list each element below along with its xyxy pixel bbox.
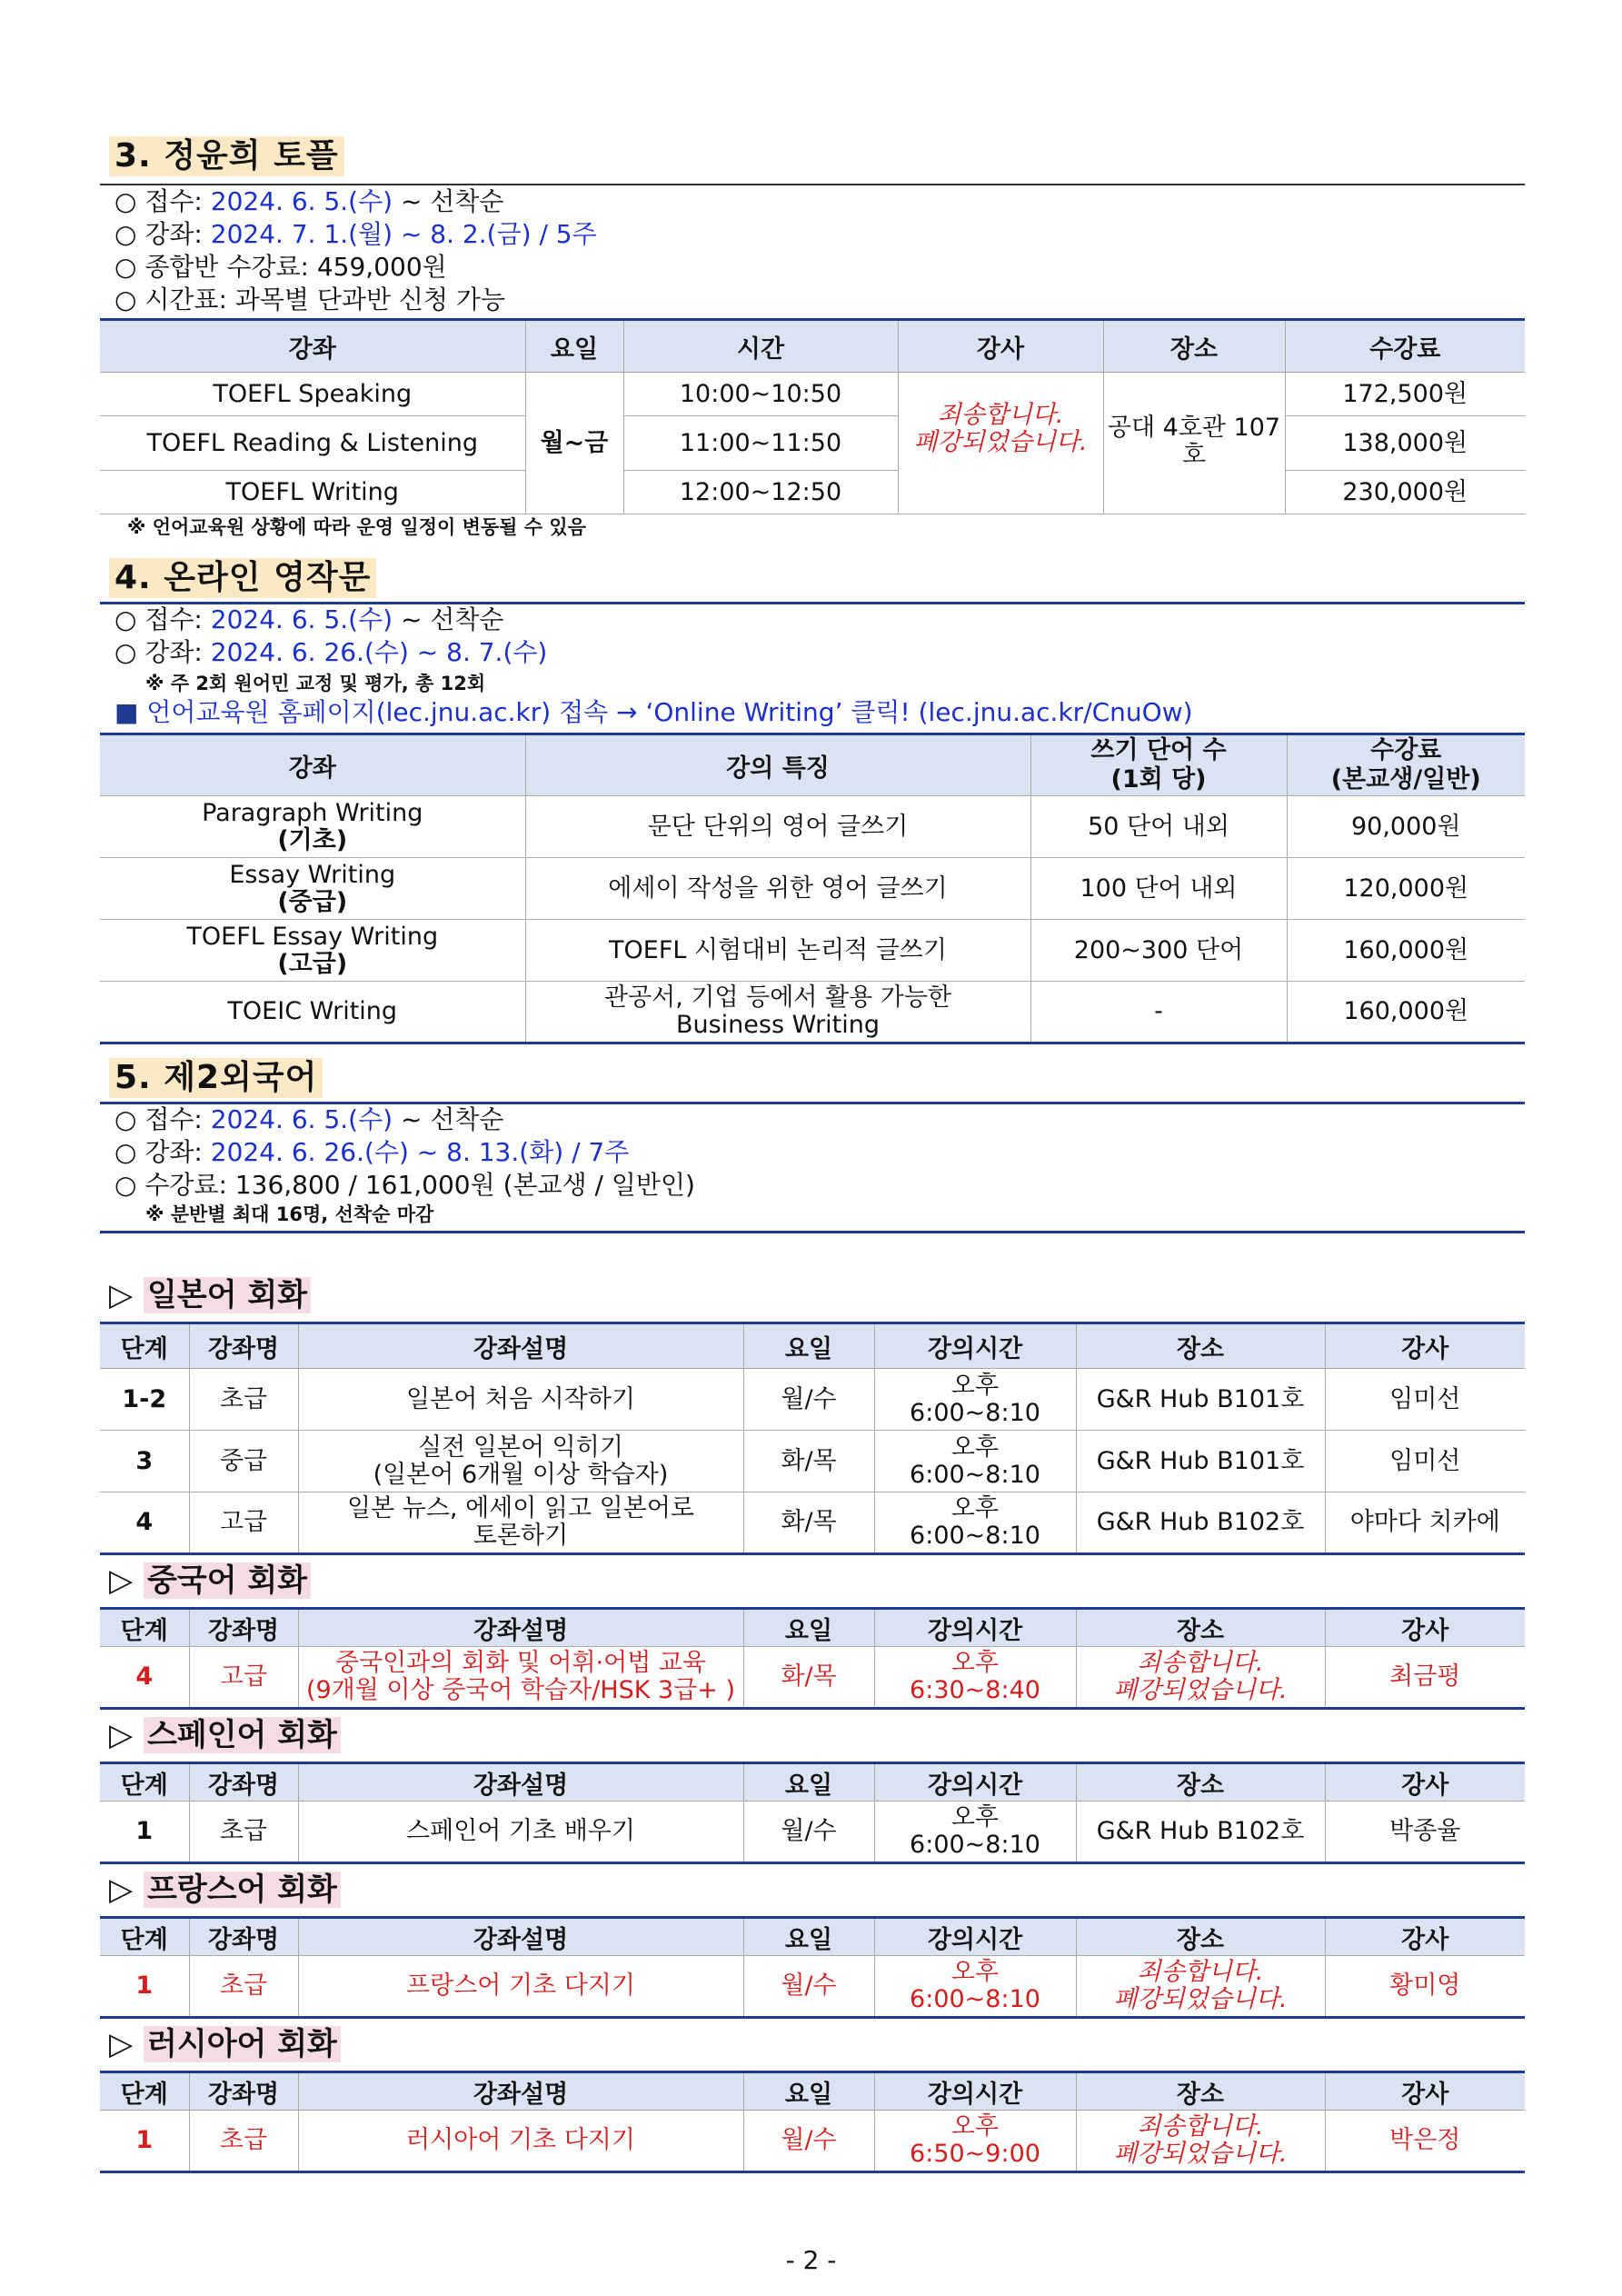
registration-suffix: ~ 선착순 bbox=[393, 1104, 504, 1134]
section-3-timetable: ○ 시간표: 과목별 단과반 신청 가능 bbox=[114, 285, 505, 314]
level: 1 bbox=[100, 1956, 189, 2018]
header-level: 단계 bbox=[100, 1323, 189, 1369]
table-row bbox=[100, 920, 1525, 982]
online-writing-link-line bbox=[114, 696, 1193, 729]
course-desc bbox=[298, 1492, 743, 1554]
header-place: 장소 bbox=[1076, 1323, 1325, 1369]
time-l2: 6:00~8:10 bbox=[910, 1831, 1040, 1859]
course-day: 월~금 bbox=[525, 373, 623, 514]
russian-subtitle bbox=[109, 2025, 341, 2063]
teacher: 최금평 bbox=[1325, 1647, 1525, 1709]
russian-title: 러시아어 회화 bbox=[144, 2026, 341, 2062]
triangle-icon: ▷ bbox=[109, 1717, 134, 1753]
time-l2: 6:00~8:10 bbox=[910, 1522, 1040, 1550]
course-fee: 160,000원 bbox=[1287, 982, 1525, 1043]
course-name-l1: TOEFL Essay Writing bbox=[186, 922, 439, 951]
level: 1 bbox=[100, 2111, 189, 2172]
level: 1 bbox=[100, 1802, 189, 1863]
header-word-count bbox=[1030, 734, 1287, 796]
header-teacher: 강사 bbox=[1325, 1918, 1525, 1956]
table-row bbox=[100, 373, 1525, 416]
course-day: 월/수 bbox=[743, 1956, 874, 2018]
header-day: 요일 bbox=[525, 320, 623, 373]
course-name: 중급 bbox=[189, 1431, 298, 1492]
course-fee: 172,500원 bbox=[1285, 373, 1525, 416]
time-l2: 6:30~8:40 bbox=[910, 1676, 1040, 1704]
section-5-fee: ○ 수강료: 136,800 / 161,000원 (본교생 / 일반인) bbox=[114, 1170, 695, 1200]
cancel-line-1: 죄송합니다. bbox=[1137, 2112, 1264, 2141]
french-subtitle bbox=[109, 1871, 341, 1909]
cancel-line-1: 죄송합니다. bbox=[1137, 1958, 1264, 1986]
teacher: 황미영 bbox=[1325, 1956, 1525, 2018]
course-place-cancelled bbox=[1076, 1956, 1325, 2018]
word-count: 200~300 단어 bbox=[1030, 920, 1287, 982]
course-feature: 에세이 작성을 위한 영어 글쓰기 bbox=[525, 858, 1030, 920]
course-place: 공대 4호관 107호 bbox=[1103, 373, 1285, 514]
spanish-title: 스페인어 회화 bbox=[144, 1717, 341, 1753]
course-name: 초급 bbox=[189, 1369, 298, 1431]
time-l2: 6:50~9:00 bbox=[910, 2140, 1040, 2168]
chinese-subtitle bbox=[109, 1562, 311, 1600]
french-table bbox=[100, 1916, 1525, 2019]
course-place: G&R Hub B102호 bbox=[1076, 1802, 1325, 1863]
course-name-l1: Paragraph Writing bbox=[202, 798, 423, 827]
time-l1: 오후 bbox=[950, 1433, 1000, 1462]
section-3-period bbox=[114, 218, 597, 251]
registration-label: ○ 접수: bbox=[114, 1104, 211, 1134]
table-row bbox=[100, 796, 1525, 858]
header-teacher: 강사 bbox=[1325, 1323, 1525, 1369]
course-place-cancelled bbox=[1076, 1647, 1325, 1709]
period-label: ○ 강좌: bbox=[114, 637, 211, 667]
header-word-count-l1: 쓰기 단어 수 bbox=[1090, 736, 1227, 764]
course-place: G&R Hub B102호 bbox=[1076, 1492, 1325, 1554]
period-value: 2024. 6. 26.(수) ~ 8. 7.(수) bbox=[210, 637, 548, 667]
header-name: 강좌명 bbox=[189, 1763, 298, 1802]
course-name: 고급 bbox=[189, 1492, 298, 1554]
section-3-registration bbox=[114, 185, 503, 218]
triangle-icon: ▷ bbox=[109, 1277, 134, 1313]
desc-l2: (9개월 이상 중국어 학습자/HSK 3급+ ) bbox=[305, 1676, 736, 1704]
registration-date: 2024. 6. 5.(수) bbox=[210, 1104, 393, 1134]
section-5-note-rule bbox=[100, 1231, 1525, 1233]
time-l2: 6:00~8:10 bbox=[910, 1460, 1040, 1489]
table-row bbox=[100, 1647, 1525, 1709]
course-day: 화/목 bbox=[743, 1492, 874, 1554]
header-name: 강좌명 bbox=[189, 1609, 298, 1647]
registration-label: ○ 접수: bbox=[114, 186, 211, 216]
course-level: (중급) bbox=[277, 887, 348, 916]
section-4-note: ※ 주 2회 원어민 교정 및 평가, 총 12회 bbox=[145, 673, 486, 694]
course-day: 월/수 bbox=[743, 1802, 874, 1863]
course-name: 초급 bbox=[189, 2111, 298, 2172]
triangle-icon: ▷ bbox=[109, 1872, 134, 1908]
header-time: 강의시간 bbox=[874, 1323, 1076, 1369]
cancel-line-2: 폐강되었습니다. bbox=[1113, 1985, 1288, 2013]
header-place: 장소 bbox=[1103, 320, 1285, 373]
section-5-title: 5. 제2외국어 bbox=[109, 1058, 323, 1098]
triangle-icon: ▷ bbox=[109, 2026, 134, 2062]
table-row bbox=[100, 1492, 1525, 1554]
course-place: G&R Hub B101호 bbox=[1076, 1369, 1325, 1431]
header-teacher: 강사 bbox=[1325, 2072, 1525, 2111]
header-fee: 수강료 bbox=[1285, 320, 1525, 373]
time-l2: 6:00~8:10 bbox=[910, 1985, 1040, 2013]
header-time: 강의시간 bbox=[874, 1609, 1076, 1647]
header-fee-l2: (본교생/일반) bbox=[1330, 765, 1481, 794]
course-place: G&R Hub B101호 bbox=[1076, 1431, 1325, 1492]
course-desc: 일본어 처음 시작하기 bbox=[298, 1369, 743, 1431]
course-feature: 문단 단위의 영어 글쓰기 bbox=[525, 796, 1030, 858]
header-teacher: 강사 bbox=[1325, 1609, 1525, 1647]
header-place: 장소 bbox=[1076, 1918, 1325, 1956]
course-feature-l1: 관공서, 기업 등에서 활용 가능한 bbox=[604, 983, 951, 1012]
table-row bbox=[100, 1369, 1525, 1431]
header-day: 요일 bbox=[743, 1609, 874, 1647]
time-l1: 오후 bbox=[950, 1958, 1000, 1986]
course-time: 12:00~12:50 bbox=[623, 471, 898, 514]
course-time bbox=[874, 1647, 1076, 1709]
time-l1: 오후 bbox=[950, 2112, 1000, 2141]
teacher: 임미선 bbox=[1325, 1369, 1525, 1431]
japanese-table bbox=[100, 1322, 1525, 1555]
time-l1: 오후 bbox=[950, 1371, 1000, 1400]
header-level: 단계 bbox=[100, 1918, 189, 1956]
section-5-period bbox=[114, 1136, 629, 1169]
level: 4 bbox=[100, 1492, 189, 1554]
japanese-title: 일본어 회화 bbox=[144, 1277, 311, 1313]
level: 4 bbox=[100, 1647, 189, 1709]
section-4-registration bbox=[114, 604, 503, 636]
table-row bbox=[100, 858, 1525, 920]
header-desc: 강좌설명 bbox=[298, 1609, 743, 1647]
period-value: 2024. 7. 1.(월) ~ 8. 2.(금) / 5주 bbox=[210, 219, 597, 249]
section-3-note: ※ 언어교육원 상황에 따라 운영 일정이 변동될 수 있음 bbox=[127, 516, 586, 538]
desc-l1: 중국인과의 회화 및 어휘·어법 교육 bbox=[334, 1649, 707, 1677]
course-name bbox=[100, 796, 525, 858]
triangle-icon: ▷ bbox=[109, 1562, 134, 1599]
desc-l1: 일본 뉴스, 에세이 읽고 일본어로 bbox=[347, 1494, 694, 1522]
header-time: 강의시간 bbox=[874, 1763, 1076, 1802]
course-fee: 230,000원 bbox=[1285, 471, 1525, 514]
header-day: 요일 bbox=[743, 1323, 874, 1369]
header-desc: 강좌설명 bbox=[298, 1323, 743, 1369]
registration-suffix: ~ 선착순 bbox=[393, 186, 504, 216]
header-desc: 강좌설명 bbox=[298, 1918, 743, 1956]
word-count: 100 단어 내외 bbox=[1030, 858, 1287, 920]
course-name: 고급 bbox=[189, 1647, 298, 1709]
header-word-count-l2: (1회 당) bbox=[1110, 765, 1207, 794]
toefl-table bbox=[100, 318, 1525, 514]
course-day: 화/목 bbox=[743, 1431, 874, 1492]
course-name bbox=[100, 920, 525, 982]
time-l1: 오후 bbox=[950, 1649, 1000, 1677]
chinese-title: 중국어 회화 bbox=[144, 1562, 311, 1599]
course-time bbox=[874, 1492, 1076, 1554]
table-row bbox=[100, 471, 1525, 514]
teacher: 야마다 치카에 bbox=[1325, 1492, 1525, 1554]
period-value: 2024. 6. 26.(수) ~ 8. 13.(화) / 7주 bbox=[210, 1137, 630, 1167]
instructor-cancelled bbox=[898, 373, 1103, 514]
course-time bbox=[874, 1431, 1076, 1492]
spanish-subtitle bbox=[109, 1716, 341, 1754]
course-day: 월/수 bbox=[743, 2111, 874, 2172]
header-level: 단계 bbox=[100, 2072, 189, 2111]
course-level: (고급) bbox=[277, 949, 348, 978]
section-4-title: 4. 온라인 영작문 bbox=[109, 558, 376, 598]
header-place: 장소 bbox=[1076, 1763, 1325, 1802]
header-day: 요일 bbox=[743, 2072, 874, 2111]
time-l2: 6:00~8:10 bbox=[910, 1398, 1040, 1427]
course-desc: 러시아어 기초 다지기 bbox=[298, 2111, 743, 2172]
course-name: TOEFL Speaking bbox=[100, 373, 525, 416]
course-time bbox=[874, 1369, 1076, 1431]
course-time bbox=[874, 1802, 1076, 1863]
cancel-line-1: 죄송합니다. bbox=[1137, 1649, 1264, 1677]
chinese-header bbox=[100, 1609, 1525, 1647]
header-feature: 강의 특징 bbox=[525, 734, 1030, 796]
teacher: 박종율 bbox=[1325, 1802, 1525, 1863]
header-course: 강좌 bbox=[100, 734, 525, 796]
table-row bbox=[100, 2111, 1525, 2172]
header-place: 장소 bbox=[1076, 1609, 1325, 1647]
french-header bbox=[100, 1918, 1525, 1956]
table-row bbox=[100, 1956, 1525, 2018]
section-4-period bbox=[114, 636, 547, 669]
cancel-line-2: 폐강되었습니다. bbox=[1113, 1676, 1288, 1704]
course-name bbox=[100, 858, 525, 920]
period-label: ○ 강좌: bbox=[114, 1137, 211, 1167]
header-name: 강좌명 bbox=[189, 1918, 298, 1956]
registration-label: ○ 접수: bbox=[114, 604, 211, 634]
course-feature: TOEFL 시험대비 논리적 글쓰기 bbox=[525, 920, 1030, 982]
header-name: 강좌명 bbox=[189, 2072, 298, 2111]
course-name-l1: Essay Writing bbox=[229, 860, 396, 889]
course-time bbox=[874, 1956, 1076, 2018]
header-desc: 강좌설명 bbox=[298, 2072, 743, 2111]
course-desc bbox=[298, 1431, 743, 1492]
time-l1: 오후 bbox=[950, 1494, 1000, 1522]
header-name: 강좌명 bbox=[189, 1323, 298, 1369]
course-day: 월/수 bbox=[743, 1369, 874, 1431]
course-day: 화/목 bbox=[743, 1647, 874, 1709]
word-count: - bbox=[1030, 982, 1287, 1043]
course-feature bbox=[525, 982, 1030, 1043]
course-fee: 90,000원 bbox=[1287, 796, 1525, 858]
section-5-registration bbox=[114, 1103, 503, 1136]
desc-l2: (일본어 6개월 이상 학습자) bbox=[373, 1460, 669, 1489]
level: 1-2 bbox=[100, 1369, 189, 1431]
header-instructor: 강사 bbox=[898, 320, 1103, 373]
french-title: 프랑스어 회화 bbox=[144, 1872, 341, 1908]
course-name: TOEIC Writing bbox=[100, 982, 525, 1043]
registration-date: 2024. 6. 5.(수) bbox=[210, 604, 393, 634]
course-fee: 160,000원 bbox=[1287, 920, 1525, 982]
japanese-subtitle bbox=[109, 1276, 311, 1314]
chinese-table bbox=[100, 1607, 1525, 1710]
course-desc: 스페인어 기초 배우기 bbox=[298, 1802, 743, 1863]
spanish-header bbox=[100, 1763, 1525, 1802]
header-fee-l1: 수강료 bbox=[1370, 736, 1442, 764]
japanese-header bbox=[100, 1323, 1525, 1369]
section-3-total-fee: ○ 종합반 수강료: 459,000원 bbox=[114, 252, 447, 282]
section-3-title: 3. 정윤희 토플 bbox=[109, 136, 344, 176]
cancel-line-1: 죄송합니다. bbox=[937, 401, 1064, 429]
header-time: 강의시간 bbox=[874, 2072, 1076, 2111]
course-name: TOEFL Writing bbox=[100, 471, 525, 514]
desc-l1: 실전 일본어 익히기 bbox=[418, 1433, 623, 1462]
header-level: 단계 bbox=[100, 1609, 189, 1647]
header-time: 강의시간 bbox=[874, 1918, 1076, 1956]
level: 3 bbox=[100, 1431, 189, 1492]
table-row bbox=[100, 982, 1525, 1043]
spanish-table bbox=[100, 1762, 1525, 1864]
course-place-cancelled bbox=[1076, 2111, 1325, 2172]
course-name: TOEFL Reading & Listening bbox=[100, 416, 525, 471]
section-5-note: ※ 분반별 최대 16명, 선착순 마감 bbox=[145, 1203, 434, 1225]
online-writing-link[interactable]: 언어교육원 홈페이지(lec.jnu.ac.kr) 접속 → ‘Online Writing’ 클릭! (lec.jnu.ac.kr/CnuOw) bbox=[138, 697, 1193, 727]
course-name: 초급 bbox=[189, 1802, 298, 1863]
header-level: 단계 bbox=[100, 1763, 189, 1802]
table-row bbox=[100, 1802, 1525, 1863]
table-row bbox=[100, 416, 1525, 471]
course-desc: 프랑스어 기초 다지기 bbox=[298, 1956, 743, 2018]
header-day: 요일 bbox=[743, 1918, 874, 1956]
header-fee bbox=[1287, 734, 1525, 796]
registration-suffix: ~ 선착순 bbox=[393, 604, 504, 634]
online-writing-table bbox=[100, 733, 1525, 1044]
course-time bbox=[874, 2111, 1076, 2172]
header-day: 요일 bbox=[743, 1763, 874, 1802]
header-teacher: 강사 bbox=[1325, 1763, 1525, 1802]
square-bullet-icon: ■ bbox=[114, 697, 139, 727]
online-writing-header bbox=[100, 734, 1525, 796]
registration-date: 2024. 6. 5.(수) bbox=[210, 186, 393, 216]
header-place: 장소 bbox=[1076, 2072, 1325, 2111]
course-desc bbox=[298, 1647, 743, 1709]
course-level: (기초) bbox=[277, 825, 348, 854]
time-l1: 오후 bbox=[950, 1803, 1000, 1832]
course-feature-l2: Business Writing bbox=[675, 1011, 881, 1039]
teacher: 박은정 bbox=[1325, 2111, 1525, 2172]
page-number: - 2 - bbox=[785, 2245, 837, 2275]
course-time: 10:00~10:50 bbox=[623, 373, 898, 416]
header-time: 시간 bbox=[623, 320, 898, 373]
course-name: 초급 bbox=[189, 1956, 298, 2018]
header-course: 강좌 bbox=[100, 320, 525, 373]
word-count: 50 단어 내외 bbox=[1030, 796, 1287, 858]
table-row bbox=[100, 1431, 1525, 1492]
course-fee: 120,000원 bbox=[1287, 858, 1525, 920]
cancel-line-2: 폐강되었습니다. bbox=[1113, 2140, 1288, 2168]
toefl-table-header bbox=[100, 320, 1525, 373]
cancel-line-2: 폐강되었습니다. bbox=[913, 428, 1088, 456]
russian-header bbox=[100, 2072, 1525, 2111]
russian-table bbox=[100, 2071, 1525, 2173]
teacher: 임미선 bbox=[1325, 1431, 1525, 1492]
desc-l2: 토론하기 bbox=[473, 1522, 569, 1550]
header-desc: 강좌설명 bbox=[298, 1763, 743, 1802]
period-label: ○ 강좌: bbox=[114, 219, 211, 249]
course-time: 11:00~11:50 bbox=[623, 416, 898, 471]
course-fee: 138,000원 bbox=[1285, 416, 1525, 471]
